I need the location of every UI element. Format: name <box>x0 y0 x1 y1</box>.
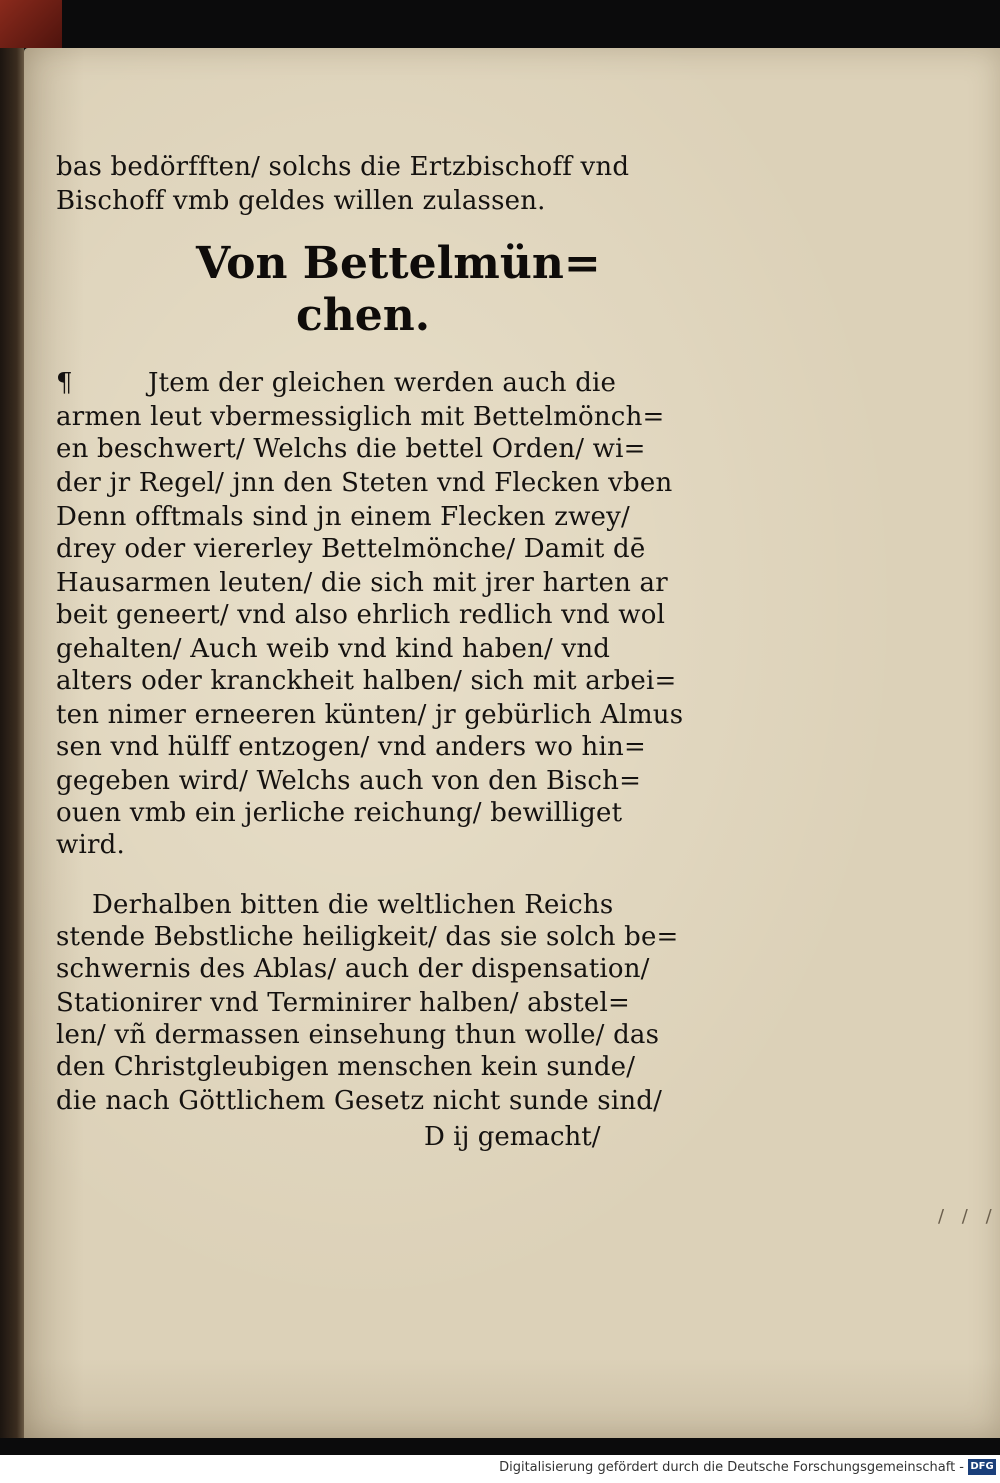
corner-tab <box>0 0 62 48</box>
text-line: Stationirer vnd Terminirer halben/ abstel= <box>56 988 630 1018</box>
section-heading-line-2: chen. <box>296 290 431 341</box>
text-line: drey oder viererley Bettelmönche/ Damit dē <box>56 534 646 564</box>
text-line: ten nimer erneeren künten/ jr gebürlich Almus <box>56 700 684 730</box>
text-line: der jr Regel/ jnn den Steten vnd Flecken vben <box>56 468 673 498</box>
paragraph-text: Jtem der gleichen werden auch die <box>148 368 617 398</box>
paragraph-marker: ¶ <box>56 368 73 398</box>
text-line: beit geneert/ vnd also ehrlich redlich vnd wol <box>56 600 666 630</box>
text-line <box>56 366 616 400</box>
dfg-logo: DFG <box>968 1459 996 1475</box>
book-spine-edge <box>0 48 24 1438</box>
funding-credit: Digitalisierung gefördert durch die Deutsche Forschungsgemeinschaft - <box>499 1460 964 1475</box>
text-line: gegeben wird/ Welchs auch von den Bisch= <box>56 766 642 796</box>
section-heading-line-1: Von Bettelmün= <box>196 238 601 289</box>
text-line: Denn offtmals sind jn einem Flecken zwey/ <box>56 502 630 532</box>
text-line: sen vnd hülff entzogen/ vnd anders wo hin= <box>56 732 646 762</box>
text-line: den Christgleubigen menschen kein sunde/ <box>56 1052 636 1082</box>
text-line: Bischoff vmb geldes willen zulassen. <box>56 186 546 216</box>
text-line: die nach Göttlichem Gesetz nicht sunde sind/ <box>56 1086 663 1116</box>
margin-marks: / / / <box>938 1206 998 1227</box>
footer-bar <box>0 1455 1000 1483</box>
text-line: Hausarmen leuten/ die sich mit jrer harten ar <box>56 568 668 598</box>
text-line: bas bedörfften/ solchs die Ertzbischoff vnd <box>56 152 630 182</box>
text-line: en beschwert/ Welchs die bettel Orden/ wi= <box>56 434 646 464</box>
text-line: ouen vmb ein jerliche reichung/ bewilliget <box>56 798 623 828</box>
book-page <box>24 48 1000 1438</box>
signature-catchword-line: D ij gemacht/ <box>424 1122 601 1152</box>
text-line: len/ vñ dermassen einsehung thun wolle/ das <box>56 1020 660 1050</box>
text-line: schwernis des Ablas/ auch der dispensation/ <box>56 954 650 984</box>
text-line: stende Bebstliche heiligkeit/ das sie solch be= <box>56 922 679 952</box>
text-line: alters oder kranckheit halben/ sich mit arbei= <box>56 666 677 696</box>
text-line: Derhalben bitten die weltlichen Reichs <box>92 890 614 920</box>
text-line: wird. <box>56 830 125 860</box>
text-line: gehalten/ Auch weib vnd kind haben/ vnd <box>56 634 611 664</box>
text-line: armen leut vbermessiglich mit Bettelmönch= <box>56 402 665 432</box>
